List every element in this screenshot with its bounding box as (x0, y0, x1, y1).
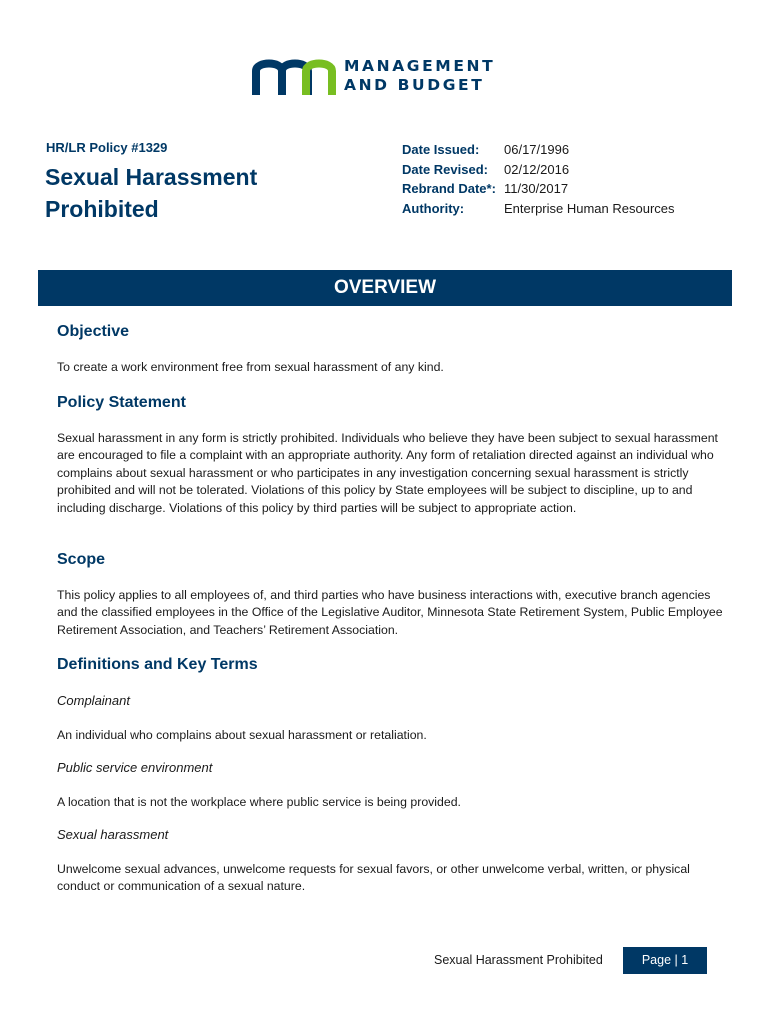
overview-section-banner: OVERVIEW (38, 270, 732, 306)
term-complainant: Complainant (57, 693, 130, 708)
objective-heading: Objective (57, 323, 130, 340)
policy-statement-heading: Policy Statement (57, 394, 186, 411)
meta-label: Date Revised: (402, 161, 488, 177)
mn-logo-mark-icon (252, 55, 338, 99)
term-sexual-harassment: Sexual harassment (57, 827, 169, 842)
policy-statement-text: Sexual harassment in any form is strictly prohibited. Individuals who believe they have been subject to sexual harassment are encouraged to file a complaint with an appropriate authority. Any form of retaliation directed against an individual who complains about sexual harassment or who participates in any investigation concerning sexual harassment is strictly prohibited and will not be tolerated. Violations of this policy by State employees will be subject to discipline, up to and including discharge. Violations of this policy by third parties will be subject to appropriate action. (57, 431, 718, 515)
meta-value: Enterprise Human Resources (504, 200, 675, 216)
policy-number: HR/LR Policy #1329 (46, 140, 168, 155)
document-title: Sexual Harassment Prohibited (45, 164, 258, 222)
definitions-heading: Definitions and Key Terms (57, 656, 258, 673)
footer-document-name: Sexual Harassment Prohibited (434, 953, 603, 967)
definition-sexual-harassment: Unwelcome sexual advances, unwelcome requests for sexual favors, or other unwelcome verbal, written, or physical conduct or communication of a sexual nature. (57, 862, 690, 894)
meta-row-rebrand-date (402, 179, 732, 199)
meta-row-date-issued (402, 140, 732, 160)
meta-value: 06/17/1996 (504, 142, 570, 157)
definition-complainant: An individual who complains about sexual harassment or retaliation. (57, 728, 427, 742)
logo-line-1: MANAGEMENT (344, 57, 496, 75)
meta-value: 02/12/2016 (504, 161, 570, 177)
meta-label: Authority: (402, 200, 465, 216)
scope-text: This policy applies to all employees of, and third parties who have business interactions with, executive branch agencies and the classified employees in the Office of the Legislative Auditor, Minnesota State Retirement System, Public Employee Retirement Association, and Teachers’ Retirement Association. (57, 588, 723, 637)
meta-row-date-revised (402, 160, 732, 180)
logo-wordmark (344, 57, 495, 95)
meta-row-authority (402, 199, 732, 219)
page-number-badge: Page | 1 (623, 947, 707, 974)
term-public-service-environment: Public service environment (57, 760, 213, 775)
logo-line-2: AND BUDGET (344, 76, 485, 94)
mmb-logo (252, 55, 502, 99)
meta-label: Rebrand Date*: (402, 181, 496, 196)
meta-value: 11/30/2017 (504, 181, 569, 196)
scope-heading: Scope (57, 551, 106, 568)
meta-label: Date Issued: (402, 142, 480, 157)
definition-public-service-environment: A location that is not the workplace where public service is being provided. (57, 795, 461, 809)
objective-text: To create a work environment free from sexual harassment of any kind. (57, 360, 444, 374)
document-metadata (402, 140, 732, 218)
